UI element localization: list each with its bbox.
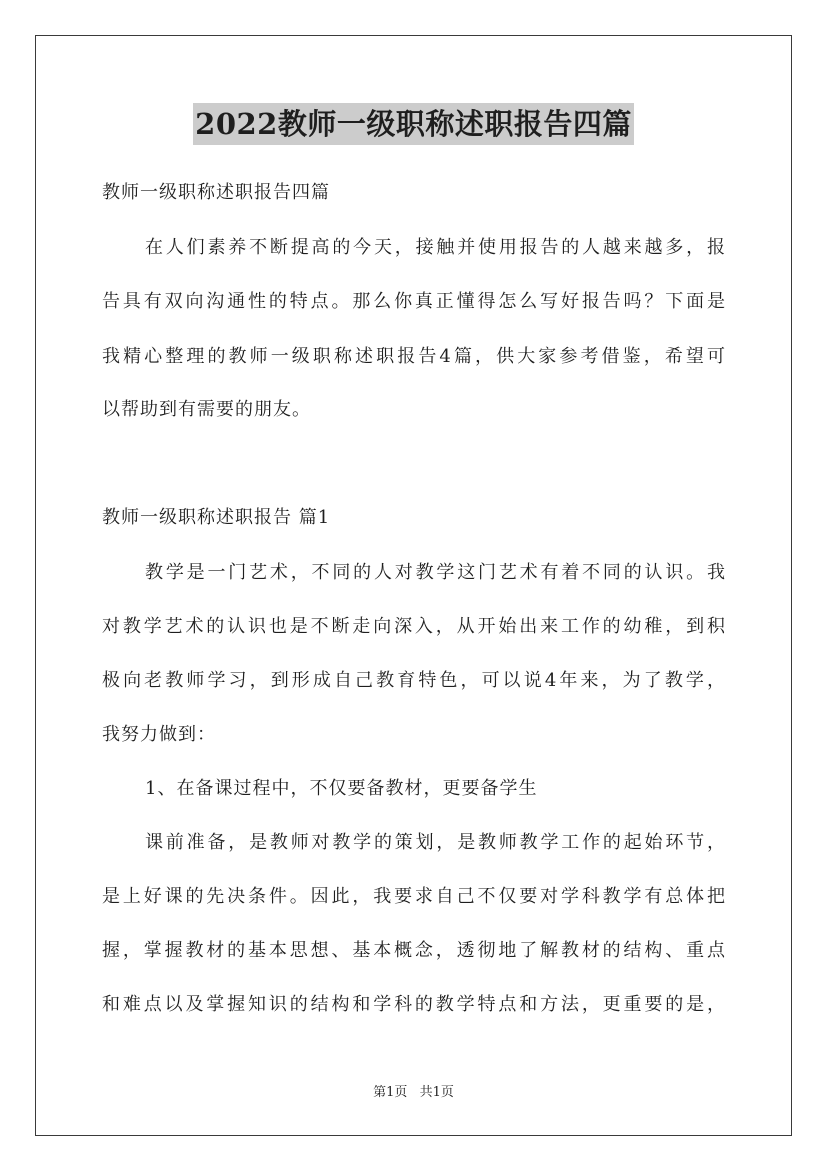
paragraph-line: 对教学艺术的认识也是不断走向深入，从开始出来工作的幼稚，到积 (102, 616, 725, 637)
paragraph-line: 课前准备，是教师对教学的策划，是教师教学工作的起始环节， (145, 832, 725, 853)
document-title: 2022教师一级职称述职报告四篇 (193, 103, 634, 145)
paragraph-line: 我精心整理的教师一级职称述职报告4篇，供大家参考借鉴，希望可 (102, 346, 725, 367)
document-subtitle: 教师一级职称述职报告四篇 (102, 182, 330, 203)
title-container (0, 103, 827, 145)
paragraph-line: 极向老教师学习，到形成自己教育特色，可以说4年来，为了教学， (102, 670, 725, 691)
paragraph-line: 是上好课的先决条件。因此，我要求自己不仅要对学科教学有总体把 (102, 886, 725, 907)
page-footer (0, 1084, 827, 1102)
page-number: 第1页 (373, 1085, 408, 1100)
list-item: 1、在备课过程中，不仅要备教材，更要备学生 (145, 778, 538, 799)
section-heading: 教师一级职称述职报告 篇1 (102, 507, 331, 528)
paragraph-line: 我努力做到： (102, 724, 216, 745)
page-total: 共1页 (419, 1085, 454, 1100)
paragraph-line: 握，掌握教材的基本思想、基本概念，透彻地了解教材的结构、重点 (102, 940, 725, 961)
paragraph-line: 以帮助到有需要的朋友。 (102, 399, 311, 420)
paragraph-line: 教学是一门艺术，不同的人对教学这门艺术有着不同的认识。我 (145, 562, 725, 583)
paragraph-line: 告具有双向沟通性的特点。那么你真正懂得怎么写好报告吗？下面是 (102, 291, 725, 312)
paragraph-line: 在人们素养不断提高的今天，接触并使用报告的人越来越多，报 (145, 237, 725, 258)
paragraph-line: 和难点以及掌握知识的结构和学科的教学特点和方法，更重要的是， (102, 994, 725, 1015)
